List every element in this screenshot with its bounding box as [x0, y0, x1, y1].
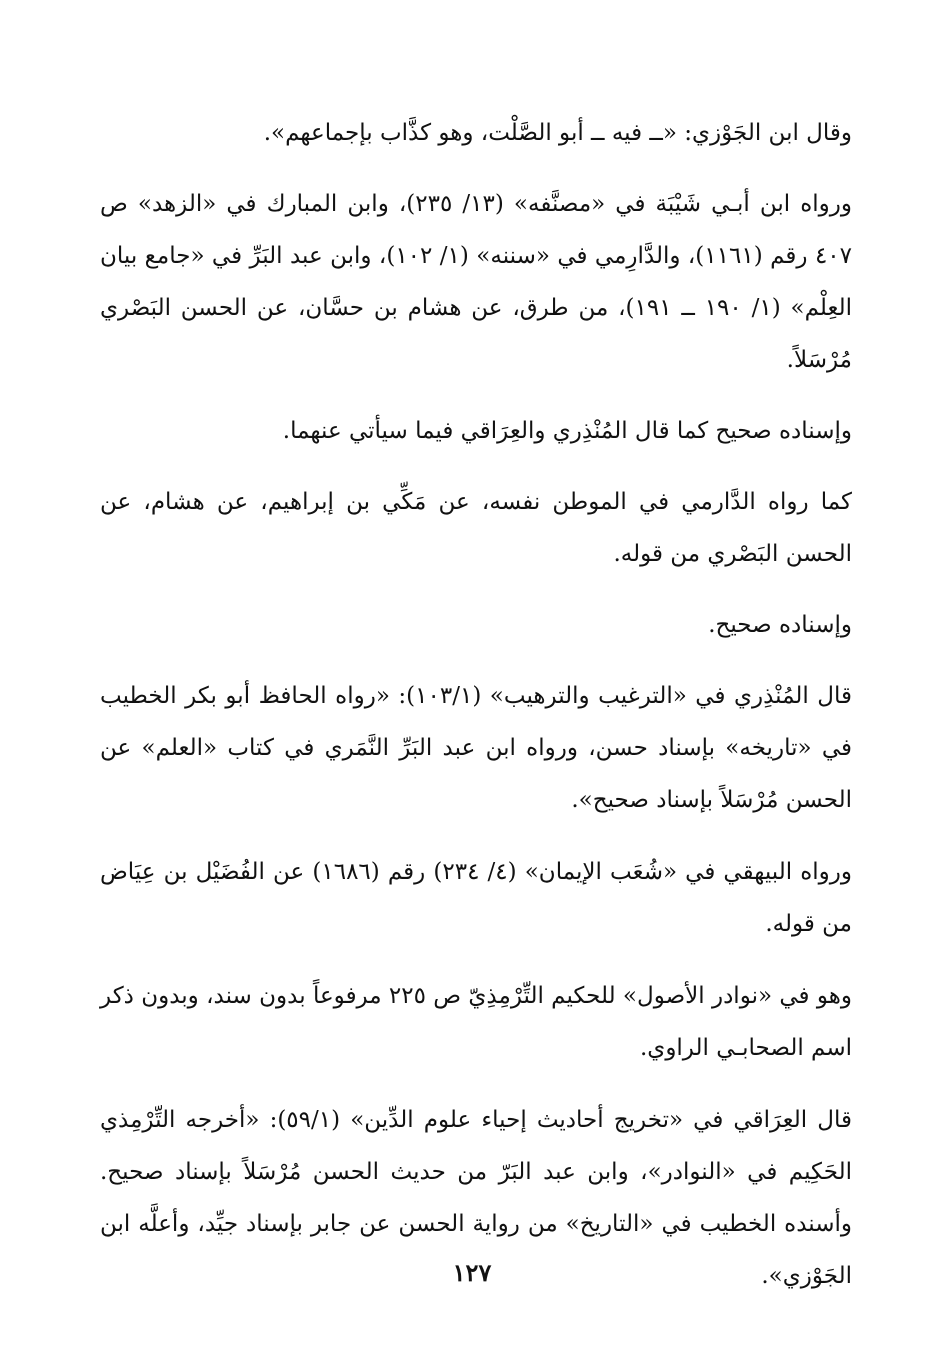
page-number: ١٢٧: [452, 1258, 492, 1287]
paragraph-ibn-abi-shayba-narration: ورواه ابن أبـي شَيْبَة في «مصنَّفه» (١٣/ ٢٣٥)، وابن المبارك في «الزهد» ص ٤٠٧ رقم (١١٦١)، والدَّارِمي في «سننه» (١/ ١٠٢)، وابن عبد البَرِّ في «جامع بيان العِلْم» (١/ ١٩٠ ــ ١٩١)، من طرق، عن هشام بن حسَّان، عن الحسن البَصْري مُرْسَلاً.: [100, 191, 852, 373]
paragraph-isnad-sahih-mundhiri: وإسناده صحيح كما قال المُنْذِري والعِرَاقي فيما سيأتي عنهما.: [282, 418, 852, 444]
paragraph-darimi-narration: كما رواه الدَّارمي في الموطن نفسه، عن مَكِّي بن إبراهيم، عن هشام، عن الحسن البَصْري من قوله.: [100, 489, 852, 567]
page-body: [100, 108, 852, 1302]
paragraph-ibn-al-jawzi-quote: وقال ابن الجَوْزي: «ــ فيه ــ أبو الصَّلْت، وهو كذَّاب بإجماعهم».: [263, 120, 852, 146]
paragraph-mundhiri-targhib: قال المُنْذِري في «الترغيب والترهيب» (١٠٣/١): «رواه الحافظ أبو بكر الخطيب في «تاريخه» بإسناد حسن، ورواه ابن عبد البَرِّ النَّمَري في كتاب «العلم» عن الحسن مُرْسَلاً بإسناد صحيح».: [100, 683, 852, 813]
paragraph-iraqi-takhrij: قال العِرَاقي في «تخريج أحاديث إحياء علوم الدِّين» (٥٩/١): «أخرجه التِّرْمِذي الحَكِيم في «النوادر»، وابن عبد البَرّ من حديث الحسن مُرْسَلاً بإسناد صحيح. وأسنده الخطيب في «التاريخ» من رواية الحسن عن جابر بإسناد جيِّد، وأعلَّه ابن الجَوْزي».: [100, 1107, 852, 1289]
paragraph-nawadir-al-usul: وهو في «نوادر الأصول» للحكيم التِّرْمِذِيّ ص ٢٢٥ مرفوعاً بدون سند، وبدون ذكر اسم الصحابـي الراوي.: [100, 983, 852, 1061]
paragraph-bayhaqi-shuab: ورواه البيهقي في «شُعَب الإيمان» (٤/ ٢٣٤) رقم (١٦٨٦) عن الفُضَيْل بن عِيَاض من قوله.: [100, 859, 852, 937]
paragraph-isnad-sahih: وإسناده صحيح.: [708, 612, 852, 638]
